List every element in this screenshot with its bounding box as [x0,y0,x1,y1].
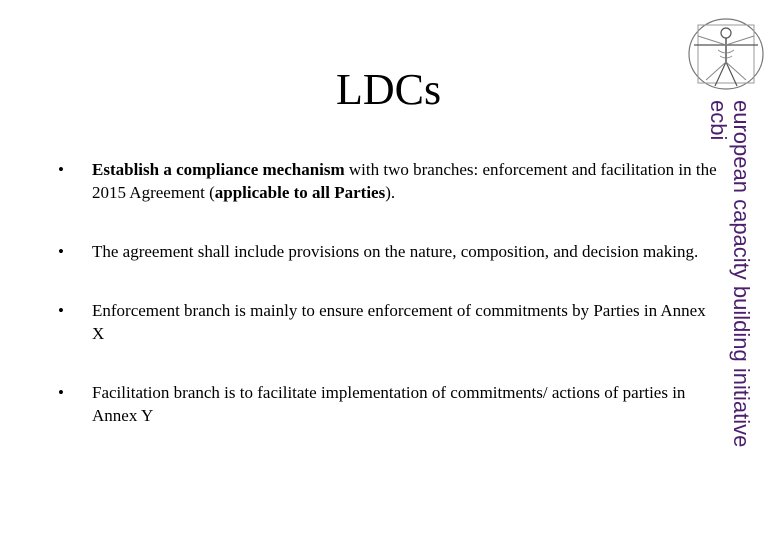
side-branding [697,100,753,520]
bullet-text: The agreement shall include provisions on the nature, composition, and decision making. [92,242,699,261]
bullet-item [58,299,718,345]
bullet-text: ). [385,183,396,202]
bullet-text: with two branches: enforcement and facilitation in the 2015 Agreement ( [92,160,717,202]
side-branding-line-1: european capacity building initiative [729,100,754,448]
slide-title: LDCs [336,65,442,114]
vitruvian-man-icon [682,16,768,94]
bullet-marker: • [58,242,64,261]
bullet-marker: • [58,383,64,402]
bullet-text-bold: applicable to all Parties [214,183,386,202]
bullet-item [58,240,718,263]
bullet-marker: • [58,301,64,320]
bullet-text-bold: Establish a compliance mechanism [92,160,345,179]
bullet-marker: • [58,160,64,179]
bullet-text: Facilitation branch is to facilitate implementation of commitments/ actions of parties in Annex Y [92,383,686,425]
bullet-text: Enforcement branch is mainly to ensure enforcement of commitments by Parties in Annex X [92,301,706,343]
side-branding-line-2: ecbi [706,100,731,141]
bullet-item [58,158,718,204]
bullet-list [58,158,718,427]
bullet-item [58,381,718,427]
